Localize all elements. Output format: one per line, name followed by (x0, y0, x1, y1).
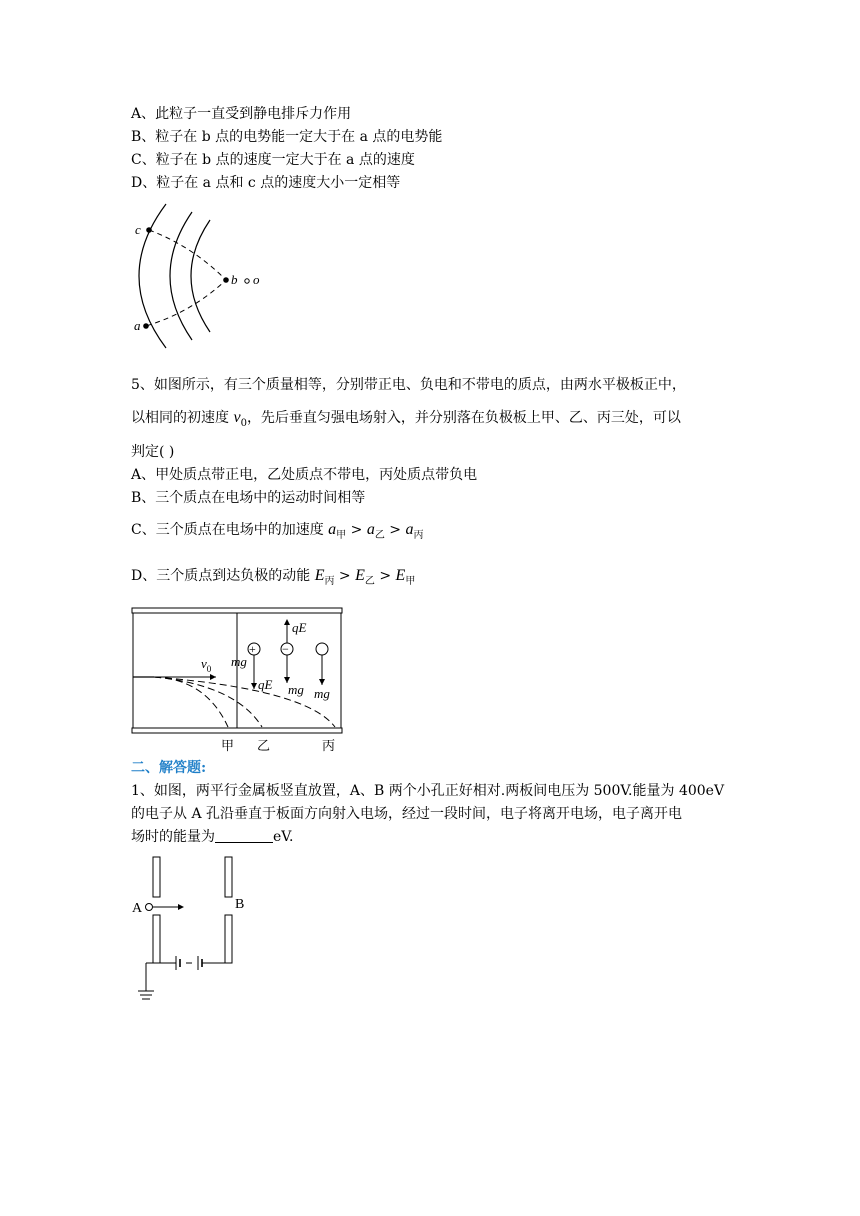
q5-stem-line1: 5、如图所示，有三个质量相等，分别带正电、负电和不带电的质点，由两水平极板正中， (131, 377, 686, 393)
qe-label-low: qE (258, 677, 273, 692)
trajectory-bing (154, 677, 335, 727)
plus-sign: + (249, 642, 256, 656)
s2-figure (128, 853, 258, 1005)
equipotential-arc-2 (170, 212, 192, 340)
s2-q1-line2: 的电子从 A 孔沿垂直于板面方向射入电场，经过一段时间，电子将离开电场，电子离开电 (131, 806, 683, 822)
section-heading: 二、解答题: (131, 760, 207, 776)
answer-blank (215, 828, 273, 843)
label-yi: 乙 (257, 738, 271, 753)
point-o (245, 279, 249, 283)
label-c: c (135, 222, 141, 237)
point-c (146, 227, 152, 233)
minus-sign: − (282, 642, 289, 656)
q5-option-a: A、甲处质点带正电，乙处质点不带电，丙处质点带负电 (131, 467, 478, 483)
label-bing: 丙 (322, 738, 336, 753)
trajectory-dashed (146, 230, 226, 326)
qe-label-high: qE (292, 620, 307, 635)
point-b (223, 277, 229, 283)
mg-label-right: mg (314, 686, 330, 701)
q5-option-b: B、三个质点在电场中的运动时间相等 (131, 490, 366, 506)
q4-option-c: C、粒子在 b 点的速度一定大于在 a 点的速度 (131, 152, 415, 168)
s2-q1-line3: 场时的能量为 eV. (131, 829, 294, 845)
trajectory-yi (154, 677, 262, 727)
mg-label-mid: mg (288, 682, 304, 697)
q4-option-a: A、此粒子一直受到静电排斥力作用 (131, 106, 352, 122)
q5-stem-line2: 以相同的初速度 $v_0$，先后垂直匀强电场射入，并分别落在负极板上甲、乙、丙三处，可以 (131, 409, 681, 429)
q5-option-c: C、三个质点在电场中的加速度 $a_甲 > a_乙 > a_丙$ (131, 521, 424, 541)
trajectory-jia (154, 677, 228, 727)
q4-option-b: B、粒子在 b 点的电势能一定大于在 a 点的电势能 (131, 129, 443, 145)
label-o: o (253, 272, 260, 287)
label-B: B (235, 897, 245, 912)
label-jia: 甲 (221, 738, 235, 753)
mg-label-left: mg (231, 654, 247, 669)
q5-figure (128, 605, 348, 755)
hole-a (146, 904, 153, 911)
plate-b-upper (225, 857, 232, 897)
equipotential-arc-1 (139, 204, 166, 348)
v0-label: $v_0$ (201, 656, 212, 674)
neutral-particle (316, 643, 328, 655)
label-A: A (132, 901, 143, 916)
label-b: b (231, 272, 238, 287)
q4-option-d: D、粒子在 a 点和 c 点的速度大小一定相等 (131, 175, 401, 191)
plate-b-lower (225, 915, 232, 963)
label-a: a (134, 318, 141, 333)
v0-arrowhead (210, 674, 216, 680)
top-plate (132, 608, 342, 613)
plate-a-lower (153, 915, 160, 963)
bottom-plate (132, 728, 342, 733)
equipotential-arc-3 (191, 220, 210, 332)
q4-figure (130, 202, 290, 350)
q5-stem-line3: 判定( ) (131, 444, 175, 460)
q5-option-d: D、三个质点到达负极的动能 $E_丙 > E_乙 > E_甲$ (131, 567, 416, 587)
point-a (143, 323, 149, 329)
s2-q1-line1: 1、如图，两平行金属板竖直放置，A、B 两个小孔正好相对.两板间电压为 500V.能量为 400eV (131, 783, 725, 799)
plate-a-upper (153, 857, 160, 897)
